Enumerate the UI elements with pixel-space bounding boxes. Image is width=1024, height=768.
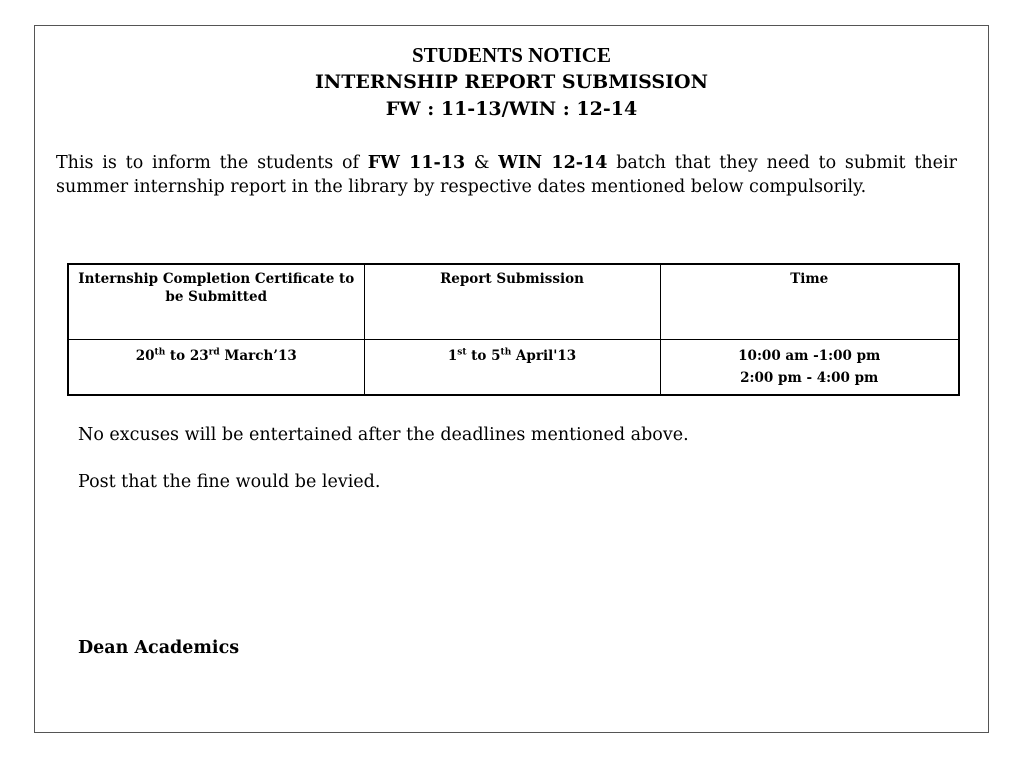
cell-certificate-dates: 20th to 23rd March’13 <box>68 340 364 396</box>
title-line-batches: FW : 11-13/WIN : 12-14 <box>385 98 638 120</box>
intro-text-start: This is to inform the students of <box>56 153 368 173</box>
intro-paragraph <box>56 151 957 199</box>
title-line-students-notice: STUDENTS NOTICE <box>412 43 611 67</box>
schedule-table-wrapper <box>67 263 958 396</box>
time-slot-morning: 10:00 am -1:00 pm <box>738 348 881 364</box>
table-header-row <box>68 264 959 340</box>
header-certificate: Internship Completion Certificate to be Submitted <box>68 264 364 340</box>
notice-page <box>34 25 989 733</box>
header-report-submission: Report Submission <box>364 264 660 340</box>
intro-batch-fw: FW 11-13 <box>367 153 466 173</box>
intro-ampersand: & <box>465 153 499 173</box>
schedule-table <box>67 263 960 396</box>
intro-text-end: batch that they need to submit their summer internship report in the library by respective dates mentioned below compulsorily. <box>56 153 957 197</box>
note-fine: Post that the fine would be levied. <box>78 472 381 492</box>
table-row <box>68 340 959 396</box>
notice-title <box>35 42 988 123</box>
cell-report-dates: 1st to 5th April'13 <box>364 340 660 396</box>
note-no-excuses: No excuses will be entertained after the deadlines mentioned above. <box>78 425 689 445</box>
cell-time-slots <box>660 340 959 396</box>
title-line-internship: INTERNSHIP REPORT SUBMISSION <box>315 71 708 93</box>
intro-batch-win: WIN 12-14 <box>498 153 608 173</box>
signature-dean: Dean Academics <box>78 638 240 658</box>
time-slot-afternoon: 2:00 pm - 4:00 pm <box>740 370 879 386</box>
header-time: Time <box>660 264 959 340</box>
